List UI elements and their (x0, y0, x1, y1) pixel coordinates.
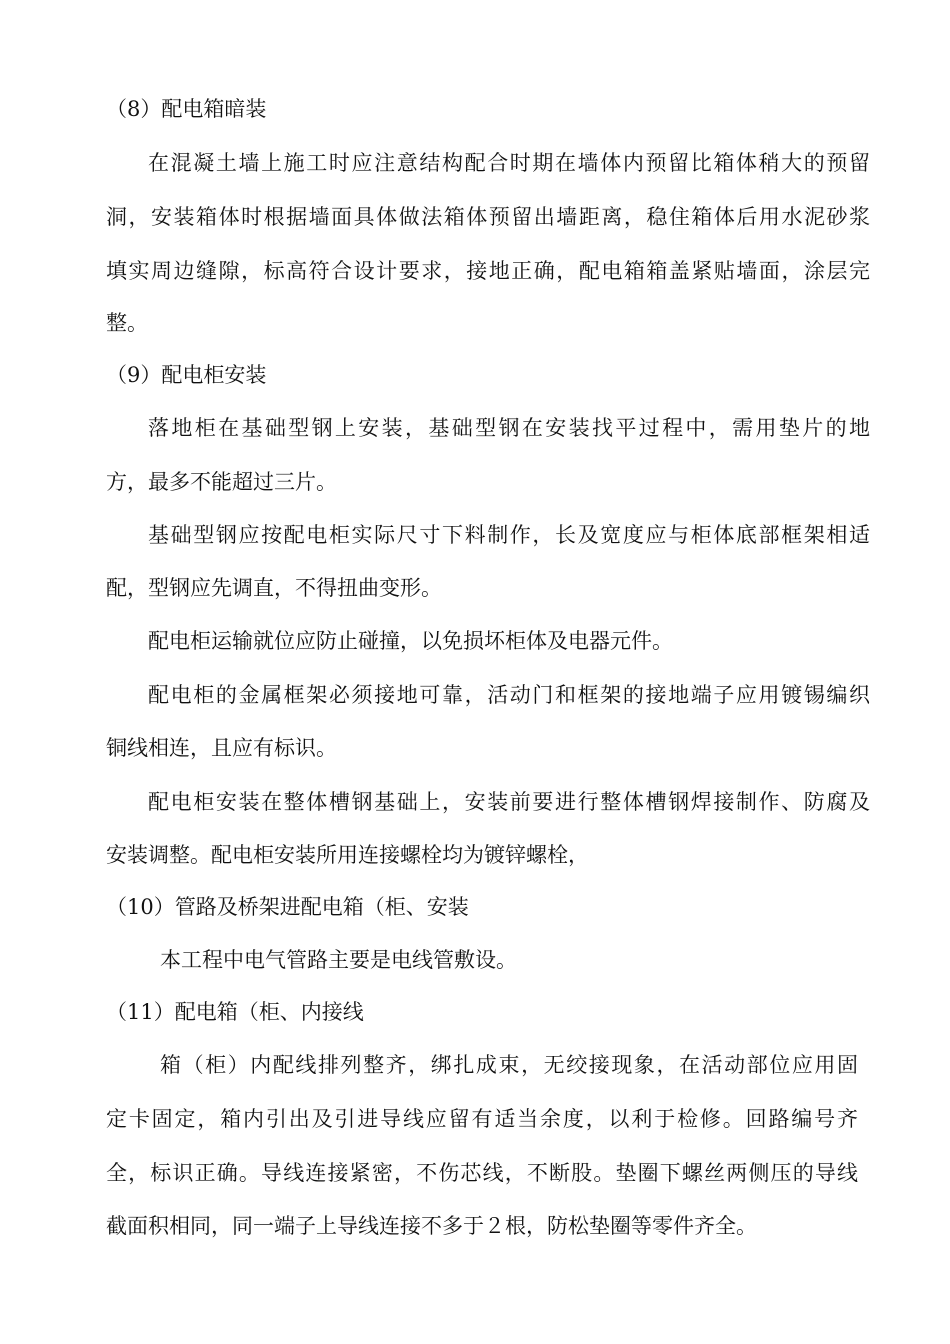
paragraph-line: 配电柜的金属框架必须接地可靠，活动门和框架的接地端子应用镀锡编织 (148, 683, 870, 707)
section-heading: （9）配电柜安装 (106, 363, 267, 387)
paragraph-line: 定卡固定，箱内引出及引进导线应留有适当余度，以利于检修。回路编号齐 (106, 1107, 858, 1131)
paragraph-line: 方，最多不能超过三片。 (106, 470, 337, 494)
section-heading: （10）管路及桥架进配电箱（柜、安装 (106, 895, 469, 919)
paragraph-line: 箱（柜）内配线排列整齐，绑扎成束，无绞接现象，在活动部位应用固 (160, 1053, 858, 1077)
paragraph-line: 基础型钢应按配电柜实际尺寸下料制作，长及宽度应与柜体底部框架相适 (148, 523, 870, 547)
paragraph-line: 配，型钢应先调直，不得扭曲变形。 (106, 576, 442, 600)
paragraph-line: 截面积相同，同一端子上导线连接不多于２根，防松垫圈等零件齐全。 (106, 1214, 757, 1238)
section-heading: （11）配电箱（柜、内接线 (106, 1000, 364, 1024)
paragraph-line: 整。 (106, 311, 148, 335)
section-heading: （8）配电箱暗装 (106, 97, 267, 121)
paragraph-line: 全，标识正确。导线连接紧密，不伤芯线，不断股。垫圈下螺丝两侧压的导线 (106, 1161, 858, 1185)
paragraph-line: 洞，安装箱体时根据墙面具体做法箱体预留出墙距离，稳住箱体后用水泥砂浆 (106, 205, 870, 229)
paragraph-line: 配电柜运输就位应防止碰撞，以免损坏柜体及电器元件。 (148, 629, 673, 653)
paragraph-line: 落地柜在基础型钢上安装，基础型钢在安装找平过程中，需用垫片的地 (148, 416, 870, 440)
paragraph-line: 本工程中电气管路主要是电线管敷设。 (160, 948, 517, 972)
paragraph-line: 填实周边缝隙，标高符合设计要求，接地正确，配电箱箱盖紧贴墙面，涂层完 (106, 259, 870, 283)
paragraph-line: 铜线相连，且应有标识。 (106, 736, 337, 760)
paragraph-line: 在混凝土墙上施工时应注意结构配合时期在墙体内预留比箱体稍大的预留 (148, 151, 870, 175)
paragraph-line: 配电柜安装在整体槽钢基础上，安装前要进行整体槽钢焊接制作、防腐及 (148, 790, 870, 814)
paragraph-line: 安装调整。配电柜安装所用连接螺栓均为镀锌螺栓， (106, 843, 589, 867)
